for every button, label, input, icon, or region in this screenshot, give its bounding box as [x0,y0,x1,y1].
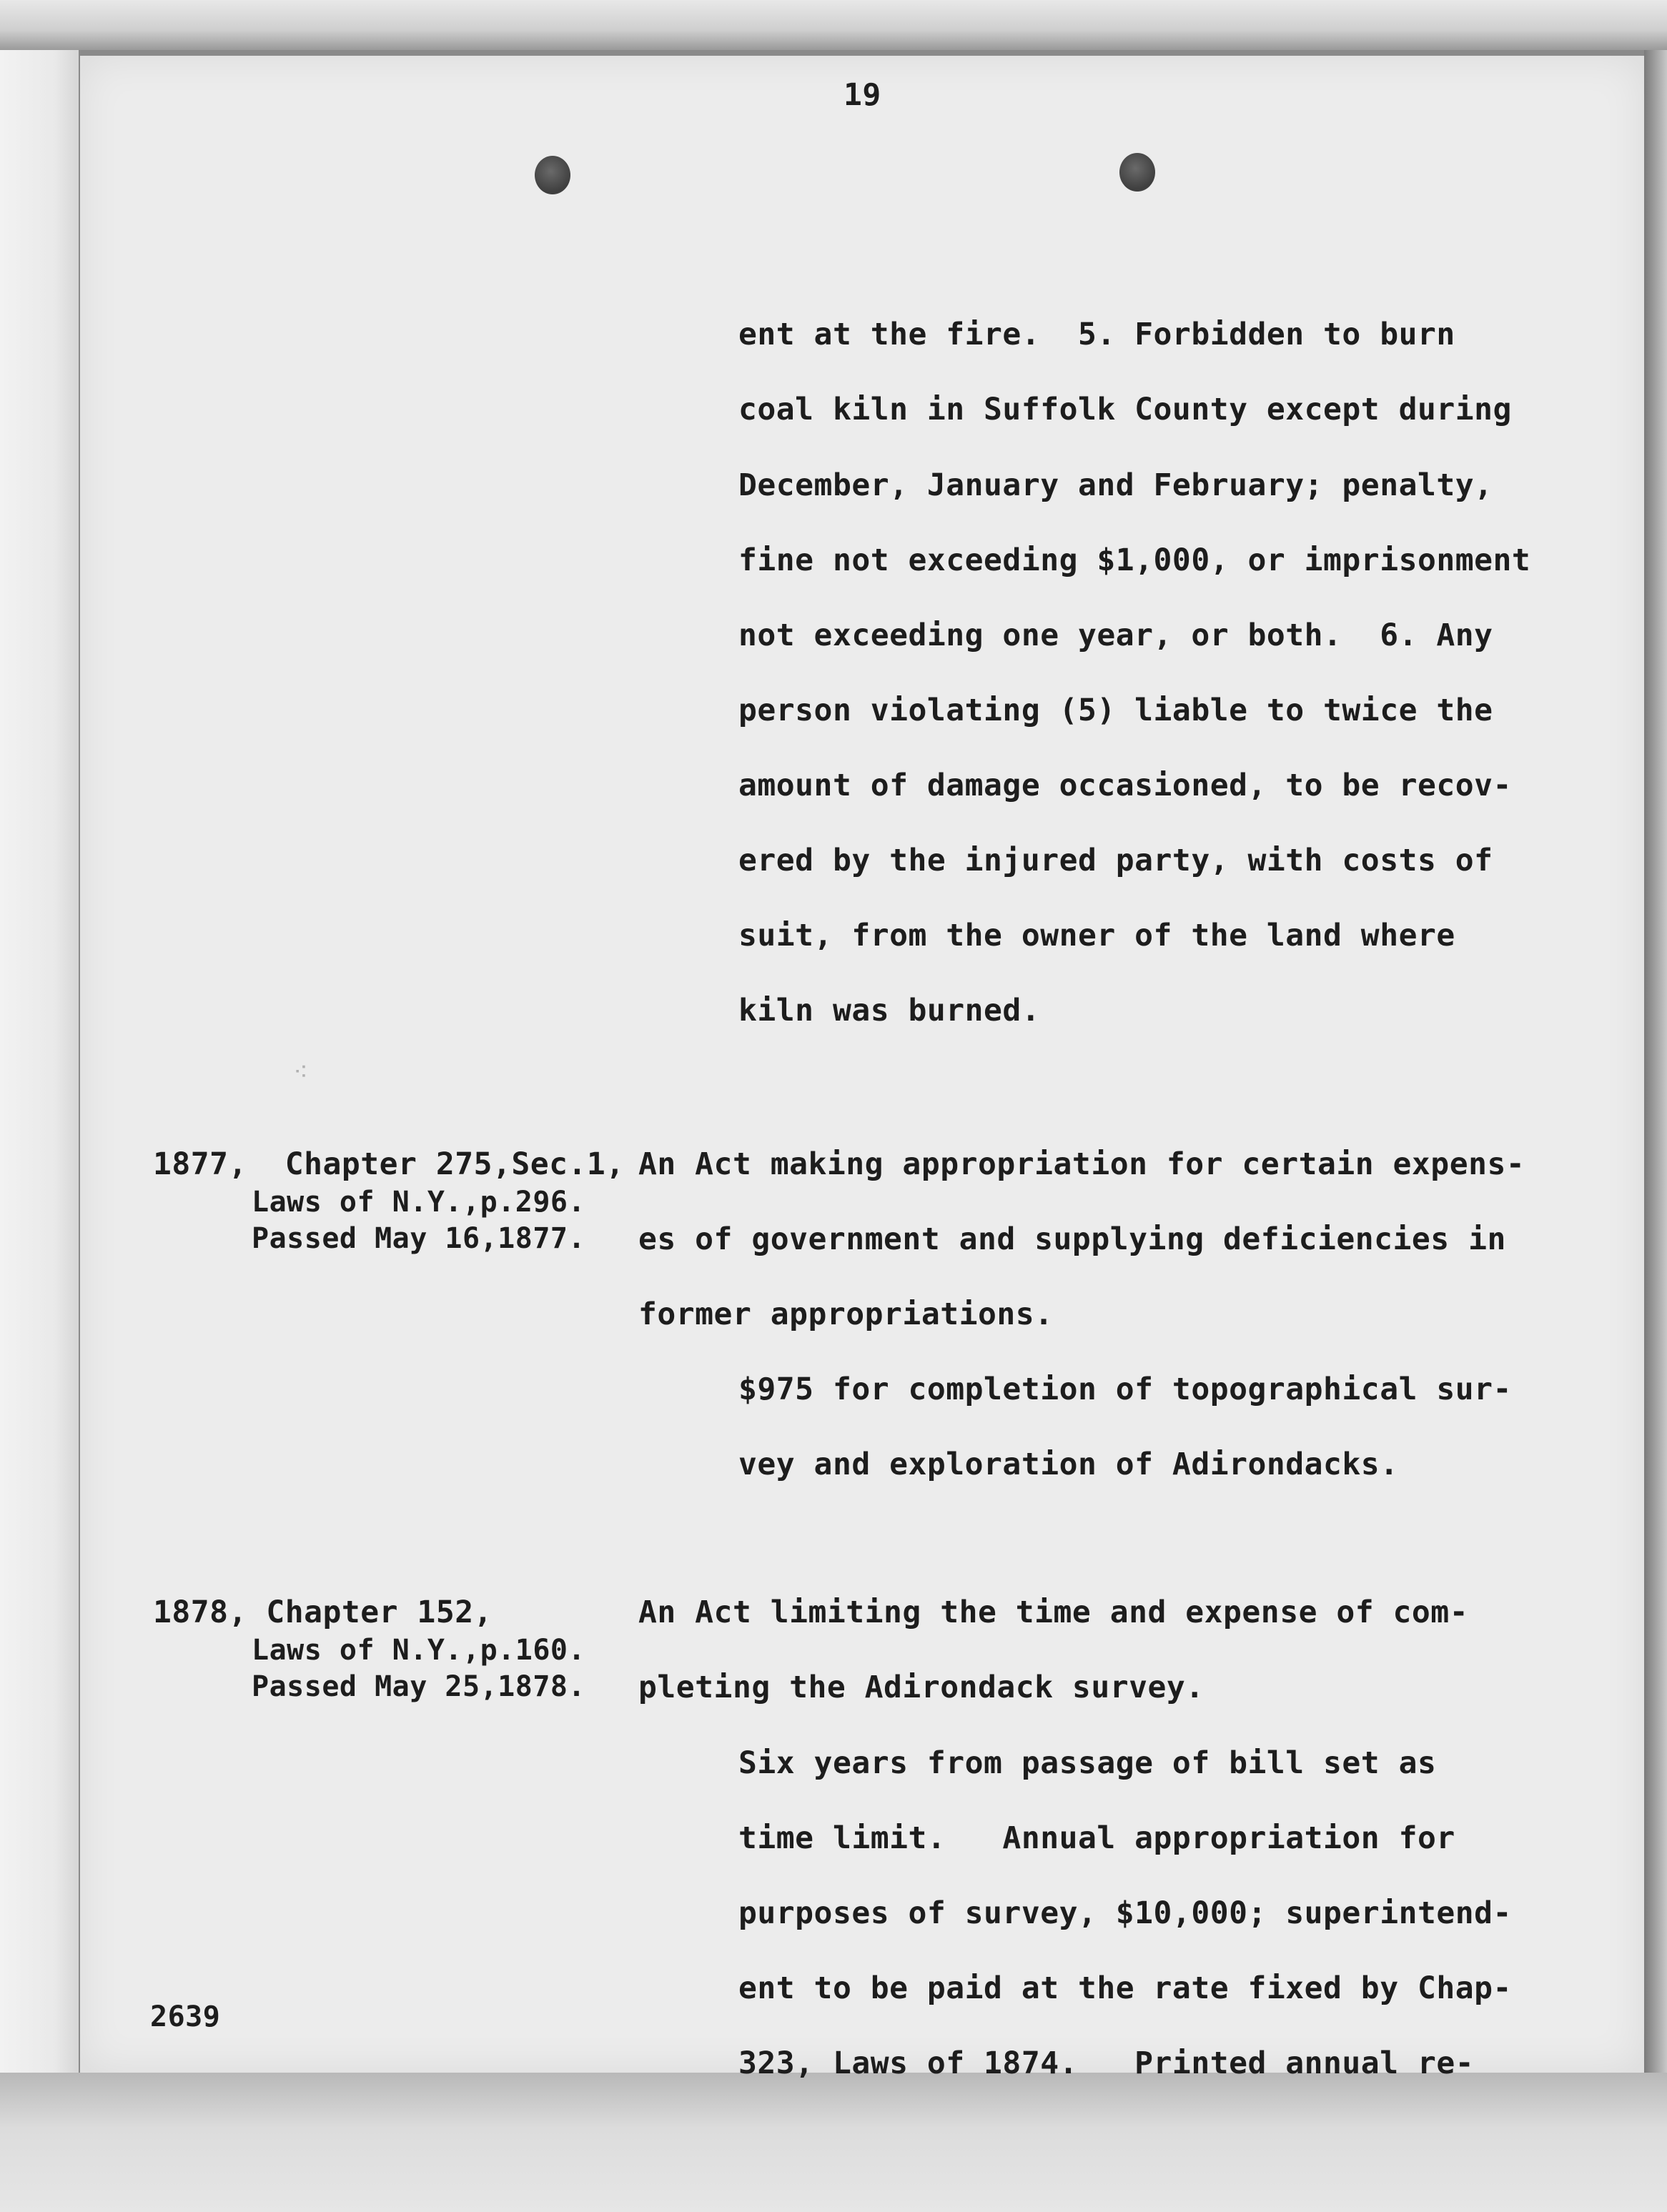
punch-hole-left [535,156,570,194]
text-line: ered by the injured party, with costs of [738,843,1493,878]
footer-document-number: 2639 [150,2000,221,2033]
entry-title-line: former appropriations. [638,1296,1054,1332]
smudge-mark: ⁖ [293,1058,309,1087]
entry-citation-passed: Passed May 16,1877. [252,1222,586,1255]
entry-title-line: es of government and supplying deficiencies in [638,1221,1506,1257]
scan-left-edge [0,50,79,2212]
entry-body-line: time limit. Annual appropriation for [738,1820,1455,1856]
scan-top-edge [0,0,1667,50]
text-line: amount of damage occasioned, to be recov- [738,768,1512,803]
text-line: fine not exceeding $1,000, or imprisonment [738,542,1531,578]
page-number: 19 [844,77,881,113]
scan-right-edge [1644,50,1667,2212]
entry-citation-laws: Laws of N.Y.,p.160. [252,1634,586,1667]
entry-body-line: 323, Laws of 1874. Printed annual re- [738,2045,1475,2081]
text-line: person violating (5) liable to twice the [738,693,1493,728]
entry-body-line: vey and exploration of Adirondacks. [738,1447,1399,1482]
entry-title-line: An Act limiting the time and expense of com- [638,1594,1469,1630]
text-line: ent at the fire. 5. Forbidden to burn [738,317,1455,352]
text-line: kiln was burned. [738,993,1041,1028]
entry-body-line: ent to be paid at the rate fixed by Chap- [738,1970,1512,2006]
entry-citation-passed: Passed May 25,1878. [252,1670,586,1703]
entry-citation-laws: Laws of N.Y.,p.296. [252,1186,586,1219]
text-line: December, January and February; penalty, [738,467,1493,503]
entry-citation-year-chapter: 1878, Chapter 152, [153,1594,493,1630]
text-line: not exceeding one year, or both. 6. Any [738,618,1493,653]
text-line: suit, from the owner of the land where [738,918,1455,953]
entry-title-line: An Act making appropriation for certain expens- [638,1146,1525,1182]
scan-bottom-edge [0,2073,1667,2212]
entry-body-line: Six years from passage of bill set as [738,1745,1437,1781]
text-line: coal kiln in Suffolk County except during [738,392,1512,427]
entry-title-line: pleting the Adirondack survey. [638,1670,1205,1705]
entry-body-line: purposes of survey, $10,000; superintend- [738,1895,1512,1931]
punch-hole-right [1119,153,1155,192]
entry-body-line: $975 for completion of topographical sur- [738,1372,1512,1407]
entry-citation-year-chapter: 1877, Chapter 275,Sec.1, [153,1146,625,1182]
